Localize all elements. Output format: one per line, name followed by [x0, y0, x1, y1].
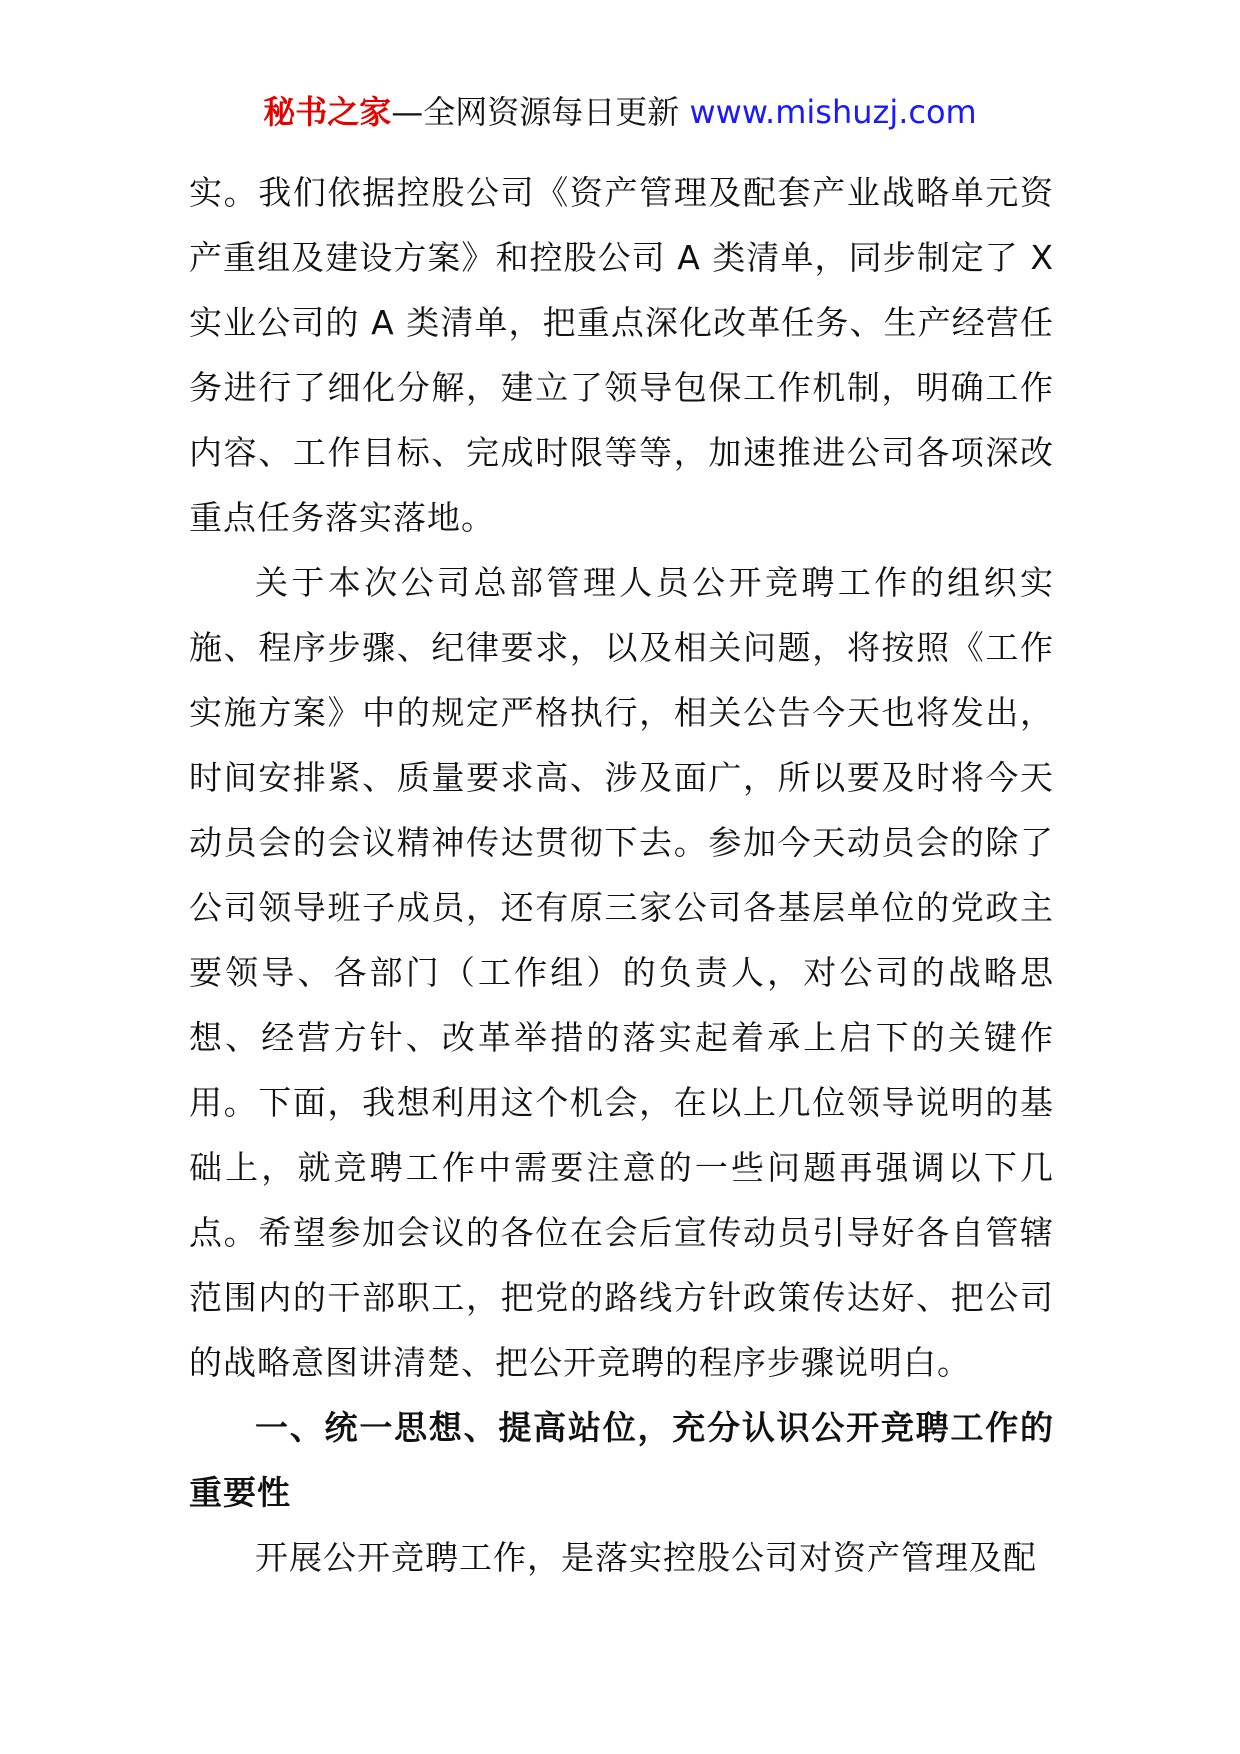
document-body [189, 160, 1054, 1590]
site-url-link[interactable]: www.mishuzj.com [689, 93, 977, 131]
paragraph-continuation: 实。我们依据控股公司《资产管理及配套产业战略单元资产重组及建设方案》和控股公司 A 类清单，同步制定了 X 实业公司的 A 类清单，把重点深化改革任务、生产经营任务进行了细化分解，建立了领导包保工作机制，明确工作内容、工作目标、完成时限等等，加速推进公司各项深改重点任务落实落地。 [189, 173, 1054, 537]
section-heading-1: 一、统一思想、提高站位，充分认识公开竞聘工作的重要性 [189, 1408, 1054, 1512]
paragraph-recruitment-organization: 关于本次公司总部管理人员公开竞聘工作的组织实施、程序步骤、纪律要求，以及相关问题，将按照《工作实施方案》中的规定严格执行，相关公告今天也将发出，时间安排紧、质量要求高、涉及面广，所以要及时将今天动员会的会议精神传达贯彻下去。参加今天动员会的除了公司领导班子成员，还有原三家公司各基层单位的党政主要领导、各部门（工作组）的负责人，对公司的战略思想、经营方针、改革举措的落实起着承上启下的关键作用。下面，我想利用这个机会，在以上几位领导说明的基础上，就竞聘工作中需要注意的一些问题再强调以下几点。希望参加会议的各位在会后宣传动员引导好各自管辖范围内的干部职工，把党的路线方针政策传达好、把公司的战略意图讲清楚、把公开竞聘的程序步骤说明白。 [189, 563, 1054, 1382]
paragraph-section-1-body: 开展公开竞聘工作，是落实控股公司对资产管理及配 [255, 1538, 1037, 1577]
brand-name: 秘书之家 [263, 93, 392, 131]
site-header [0, 92, 1240, 132]
header-tagline: —全网资源每日更新 [391, 93, 680, 131]
